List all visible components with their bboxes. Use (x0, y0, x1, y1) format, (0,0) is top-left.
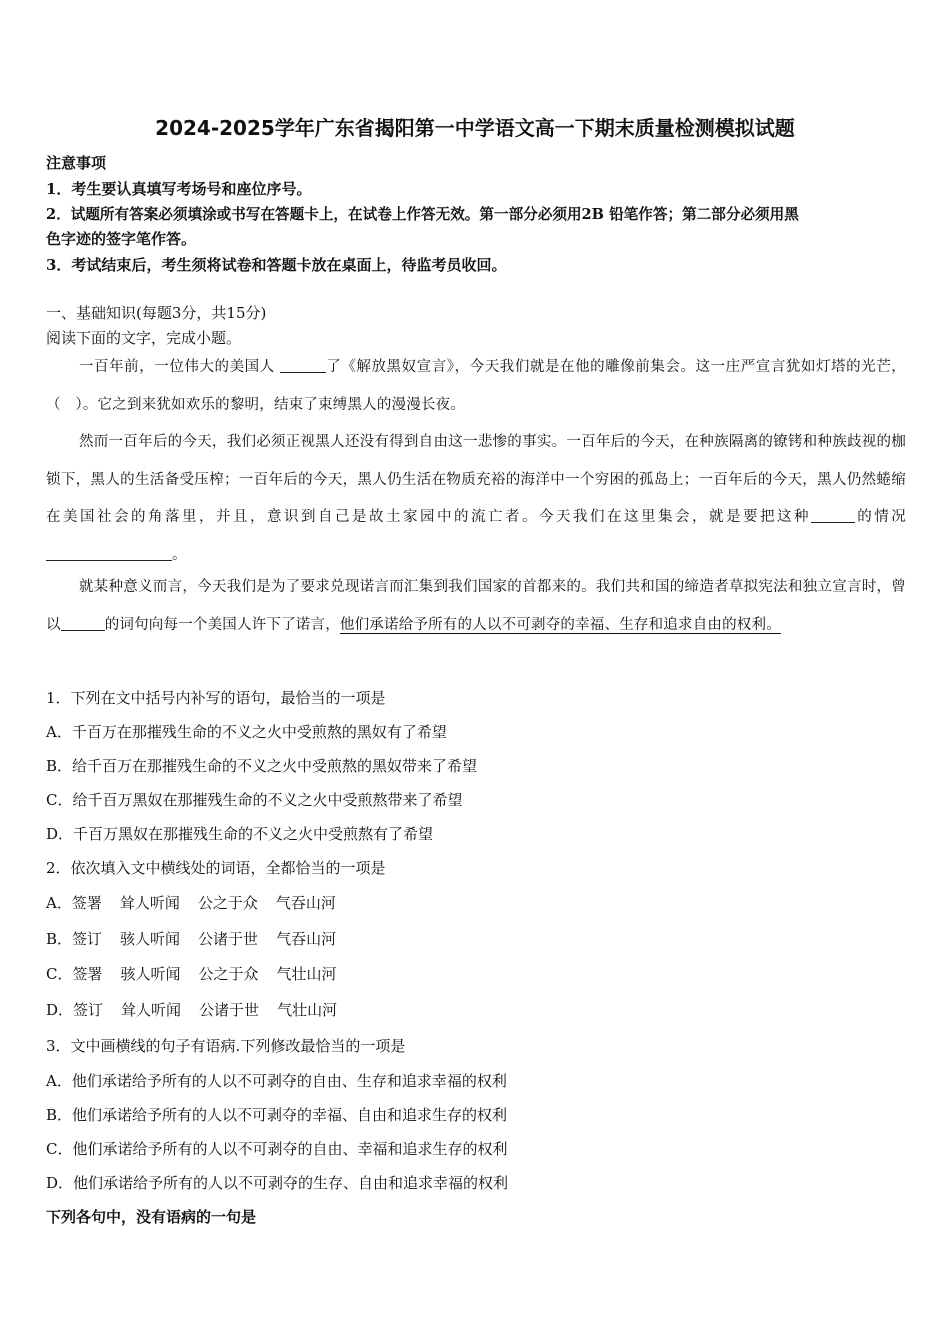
notice-item: 色字迹的签字笔作答。 (46, 230, 197, 248)
option-item: A．签署 耸人听闻 公之于众 气吞山河 (46, 894, 336, 912)
notice-item: 3．考试结束后，考生须将试卷和答题卡放在桌面上，待监考员收回。 (46, 256, 507, 274)
option-item: C．给千百万黑奴在那摧残生命的不义之火中受煎熬带来了希望 (46, 791, 463, 809)
underlined-sentence: 他们承诺给予所有的人以不可剥夺的幸福、生存和追求自由的权利。 (339, 616, 781, 633)
notice-item: 2．试题所有答案必须填涂或书写在答题卡上，在试卷上作答无效。第一部分必须用2B 铅笔作答；第二部分必须用黑 (46, 206, 799, 223)
option-item: B．签订 骇人听闻 公诸于世 气吞山河 (46, 930, 337, 948)
notice-item: 1．考生要认真填写考场号和座位序号。 (46, 180, 312, 198)
option-item: D．千百万黑奴在那摧残生命的不义之火中受煎熬有了希望 (46, 825, 434, 843)
passage-paragraph-3: 就某种意义而言，今天我们是为了要求兑现诺言而汇集到我们国家的首都来的。我们共和国的缔造者草拟宪法和独立宣言时，曾以 的词句向每一个美国人许下了诺言，他们承诺给予所有的人以不可剥夺的幸福、生存和追求自由的权利。 (46, 579, 906, 633)
option-item: A．千百万在那摧残生命的不义之火中受煎熬的黑奴有了希望 (46, 723, 447, 741)
section-heading: 一、基础知识(每题3分，共15分) (46, 304, 267, 322)
fill-blank (280, 358, 326, 374)
fill-blank (811, 508, 855, 524)
passage-paragraph-1: 一百年前，一位伟大的美国人 了《解放黑奴宣言》，今天我们就是在他的雕像前集会。这一庄严宣言犹如灯塔的光芒，（ ）。它之到来犹如欢乐的黎明，结束了束缚黑人的漫漫长夜。 (46, 359, 907, 413)
question-stem: 3．文中画横线的句子有语病.下列修改最恰当的一项是 (46, 1037, 406, 1055)
passage-paragraph-2: 然而一百年后的今天，我们必须正视黑人还没有得到自由这一悲惨的事实。一百年后的今天，在种族隔离的镣铐和种族歧视的枷锁下，黑人的生活备受压榨；一百年后的今天，黑人仍生活在物质充裕的海洋中一个穷困的孤岛上；一百年后的今天，黑人仍然蜷缩在美国社会的角落里，并且，意识到自己是故土家园中的流亡者。今天我们在这里集会，就是要把这种 的情况。 (46, 434, 906, 563)
fill-blank (61, 615, 105, 631)
next-question-heading: 下列各句中，没有语病的一句是 (46, 1208, 257, 1226)
option-item: C．签署 骇人听闻 公之于众 气壮山河 (46, 965, 337, 983)
page-title: 2024-2025学年广东省揭阳第一中学语文高一下期末质量检测模拟试题 (155, 116, 795, 140)
notice-heading: 注意事项 (46, 154, 107, 172)
option-item: C．他们承诺给予所有的人以不可剥夺的自由、幸福和追求生存的权利 (46, 1140, 508, 1158)
option-item: A．他们承诺给予所有的人以不可剥夺的自由、生存和追求幸福的权利 (46, 1072, 507, 1090)
option-item: D．他们承诺给予所有的人以不可剥夺的生存、自由和追求幸福的权利 (46, 1174, 509, 1192)
option-item: B．给千百万在那摧残生命的不义之火中受煎熬的黑奴带来了希望 (46, 757, 478, 775)
fill-blank (46, 545, 172, 561)
question-stem: 2．依次填入文中横线处的词语，全都恰当的一项是 (46, 859, 386, 877)
option-item: D．签订 耸人听闻 公诸于世 气壮山河 (46, 1001, 338, 1019)
option-item: B．他们承诺给予所有的人以不可剥夺的幸福、自由和追求生存的权利 (46, 1106, 508, 1124)
question-stem: 1．下列在文中括号内补写的语句，最恰当的一项是 (46, 689, 386, 707)
section-instruction: 阅读下面的文字，完成小题。 (46, 329, 242, 347)
